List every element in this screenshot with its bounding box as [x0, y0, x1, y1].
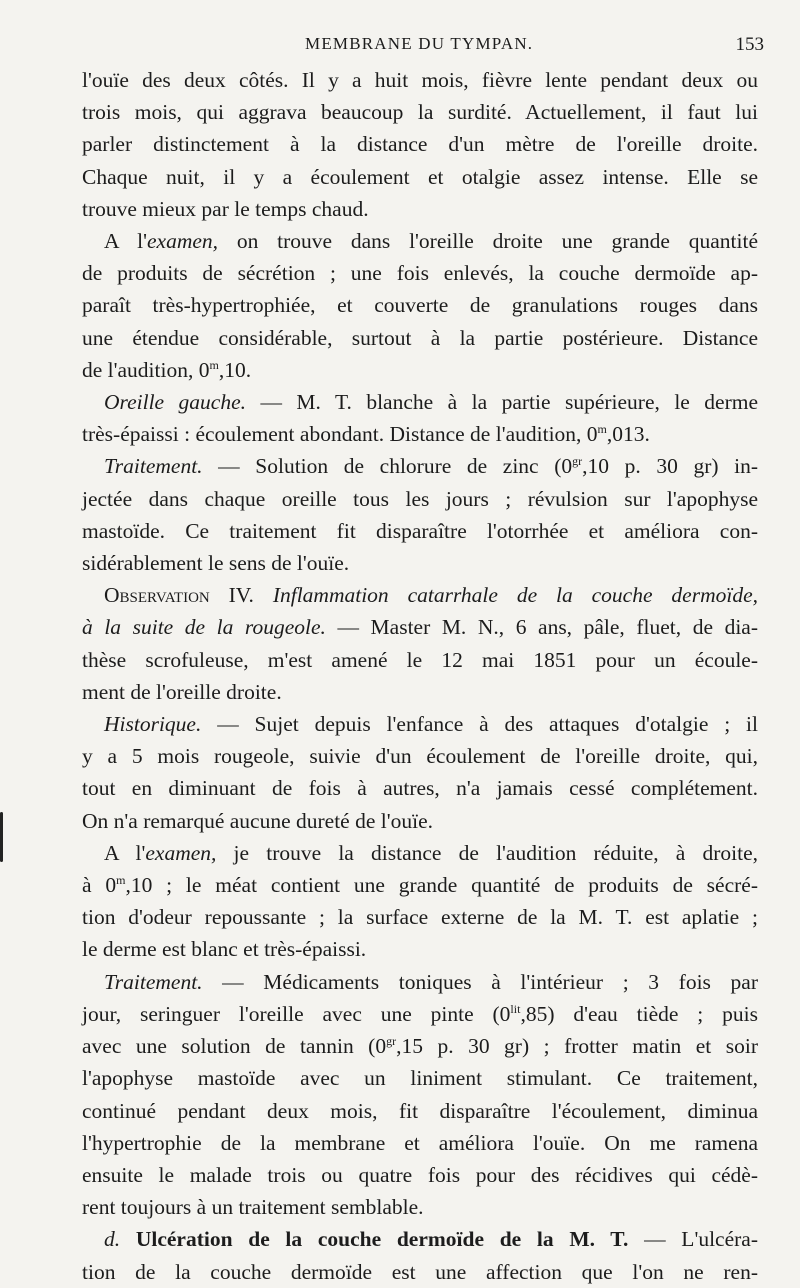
text-line — [82, 193, 758, 225]
text-line — [82, 450, 758, 482]
line-segment: on trouve dans l'oreille droite une grande quantité — [218, 229, 759, 254]
text-line — [82, 1191, 758, 1223]
text-line — [82, 547, 758, 579]
text-line — [82, 96, 758, 128]
line-segment: Observation IV. — [104, 583, 254, 608]
line-segment: je trouve la distance de l'audition réduite, à droite, — [216, 840, 759, 865]
line-segment: gr — [572, 454, 583, 469]
line-segment: à 0 — [82, 873, 117, 898]
text-line — [82, 128, 758, 160]
line-segment: ment de l'oreille droite. — [82, 679, 282, 704]
line-segment: gr — [386, 1033, 397, 1048]
line-segment: jectée dans chaque oreille tous les jours ; révulsion sur l'apophyse — [82, 486, 758, 511]
line-segment: A l' — [104, 840, 146, 865]
text-line — [82, 579, 758, 611]
line-segment: jour, seringuer l'oreille avec une pinte (0 — [82, 1001, 511, 1026]
line-segment: trois mois, qui aggrava beaucoup la surdité. Actuellement, il faut lui — [82, 100, 758, 125]
text-line — [82, 515, 758, 547]
body-text — [82, 64, 758, 1288]
line-segment: le derme est blanc et très-épaissi. — [82, 937, 367, 962]
line-segment: continué pendant deux mois, fit disparaître l'écoulement, diminua — [82, 1098, 758, 1123]
text-line — [82, 225, 758, 257]
text-line — [82, 418, 758, 450]
text-line — [82, 611, 758, 643]
page-number: 153 — [735, 34, 764, 55]
line-segment: Oreille gauche. — [104, 390, 247, 415]
line-segment: l'apophyse mastoïde avec un liniment stimulant. Ce traitement, — [82, 1066, 758, 1091]
line-segment: — L'ulcéra- — [628, 1227, 758, 1252]
text-line — [82, 354, 758, 386]
line-segment: A l' — [104, 229, 147, 254]
line-segment: sidérablement le sens de l'ouïe. — [82, 551, 350, 576]
line-segment: ,10. — [218, 357, 252, 382]
text-line — [82, 998, 758, 1030]
running-head: MEMBRANE DU TYMPAN. — [305, 34, 534, 53]
text-line — [82, 483, 758, 515]
margin-mark — [0, 812, 3, 862]
text-line — [82, 161, 758, 193]
text-line — [82, 1223, 758, 1255]
text-line — [82, 1127, 758, 1159]
line-segment: ,10 ; le méat contient une grande quantité de produits de sécré- — [125, 873, 758, 898]
text-line — [82, 772, 758, 804]
line-segment: examen, — [145, 840, 217, 865]
line-segment: Traitement. — [104, 454, 203, 479]
line-segment: de l'audition, 0 — [82, 357, 210, 382]
text-line — [82, 386, 758, 418]
line-segment: avec une solution de tannin (0 — [82, 1034, 387, 1059]
text-line — [82, 1159, 758, 1191]
text-line — [82, 257, 758, 289]
line-segment: une étendue considérable, surtout à la partie postérieure. Distance — [82, 325, 758, 350]
line-segment: ,85) d'eau tiède ; puis — [520, 1001, 758, 1026]
line-segment: d. — [104, 1227, 121, 1252]
line-segment: Ulcération de la couche dermoïde de la M. T. — [120, 1227, 629, 1252]
line-segment: l'ouïe des deux côtés. Il y a huit mois, fièvre lente pendant deux ou — [82, 68, 758, 92]
line-segment: ensuite le malade trois ou quatre fois pour des récidives qui cédè- — [82, 1162, 758, 1187]
text-line — [82, 966, 758, 998]
line-segment: m — [597, 422, 607, 437]
line-segment: m — [116, 872, 126, 887]
text-line — [82, 869, 758, 901]
line-segment: parler distinctement à la distance d'un mètre de l'oreille droite. — [82, 132, 758, 157]
line-segment: m — [209, 357, 219, 372]
line-segment: thèse scrofuleuse, m'est amené le 12 mai 1851 pour un écoule- — [82, 647, 758, 672]
line-segment: Inflammation catarrhale de la couche dermoïde, — [253, 583, 758, 608]
text-line — [82, 708, 758, 740]
line-segment: y a 5 mois rougeole, suivie d'un écoulement de l'oreille droite, qui, — [82, 744, 758, 769]
text-line — [82, 837, 758, 869]
line-segment: tout en diminuant de fois à autres, n'a jamais cessé complétement. — [82, 776, 758, 801]
line-segment: — Médicaments toniques à l'intérieur ; 3 fois par — [202, 969, 758, 994]
line-segment: rent toujours à un traitement semblable. — [82, 1195, 424, 1220]
line-segment: trouve mieux par le temps chaud. — [82, 196, 369, 221]
line-segment: à la suite de la rougeole. — [82, 615, 326, 640]
line-segment: — Sujet depuis l'enfance à des attaques d'otalgie ; il — [201, 712, 758, 737]
line-segment: tion de la couche dermoïde est une affection que l'on ne ren- — [82, 1259, 758, 1284]
page-header — [0, 30, 800, 60]
text-line — [82, 676, 758, 708]
line-segment: Historique. — [104, 712, 202, 737]
line-segment: — M. T. blanche à la partie supérieure, le derme — [246, 390, 759, 415]
line-segment: ,15 p. 30 gr) ; frotter matin et soir — [396, 1034, 758, 1059]
line-segment: ,10 p. 30 gr) in- — [582, 454, 759, 479]
text-line — [82, 1030, 758, 1062]
line-segment: mastoïde. Ce traitement fit disparaître l'otorrhée et améliora con- — [82, 518, 758, 543]
text-line — [82, 901, 758, 933]
line-segment: Traitement. — [104, 969, 203, 994]
text-line — [82, 1062, 758, 1094]
line-segment: l'hypertrophie de la membrane et améliora l'ouïe. On me ramena — [82, 1130, 758, 1155]
line-segment: tion d'odeur repoussante ; la surface externe de la M. T. est aplatie ; — [82, 905, 758, 930]
line-segment: ,013. — [606, 422, 650, 447]
text-line — [82, 322, 758, 354]
text-line — [82, 933, 758, 965]
line-segment: — Solution de chlorure de zinc (0 — [202, 454, 573, 479]
text-line — [82, 805, 758, 837]
line-segment: — Master M. N., 6 ans, pâle, fluet, de dia- — [325, 615, 758, 640]
line-segment: lit — [510, 1001, 521, 1016]
text-line — [82, 1095, 758, 1127]
line-segment: très-épaissi : écoulement abondant. Distance de l'audition, 0 — [82, 422, 598, 447]
text-line — [82, 289, 758, 321]
line-segment: examen, — [147, 229, 219, 254]
text-line — [82, 644, 758, 676]
line-segment: On n'a remarqué aucune dureté de l'ouïe. — [82, 808, 433, 833]
text-line — [82, 1256, 758, 1288]
text-line — [82, 740, 758, 772]
line-segment: Chaque nuit, il y a écoulement et otalgie assez intense. Elle se — [82, 164, 758, 189]
line-segment: de produits de sécrétion ; une fois enlevés, la couche dermoïde ap- — [82, 261, 758, 286]
line-segment: paraît très-hypertrophiée, et couverte de granulations rouges dans — [82, 293, 758, 318]
text-line — [82, 64, 758, 96]
